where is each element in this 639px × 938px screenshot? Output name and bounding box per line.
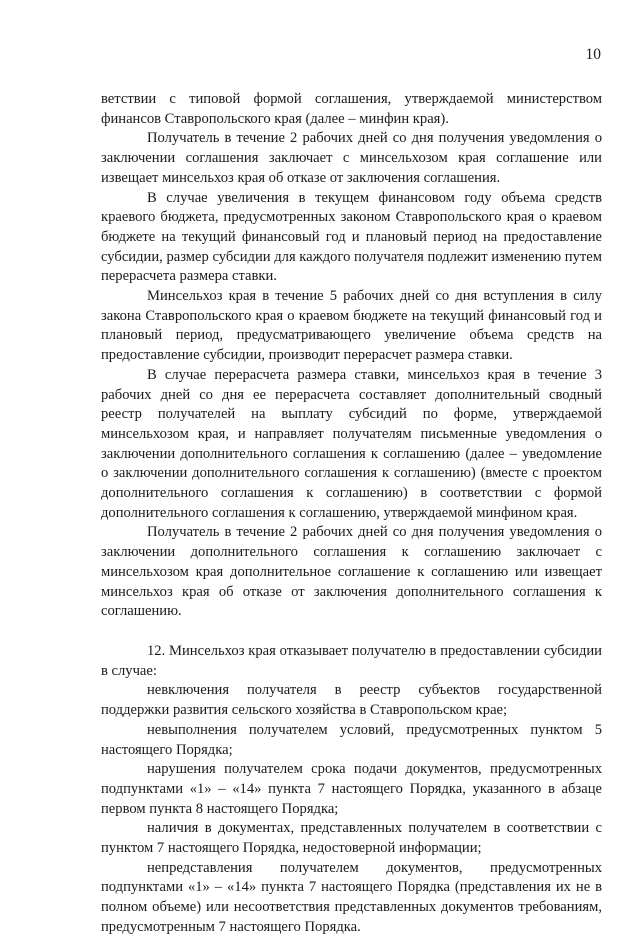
paragraph-additional-registry: В случае перерасчета размера ставки, минсельхоз края в течение 3 рабочих дней со дня ее перерасчета составляет дополнительный сводный реестр получателей на выплату субсидий по форме, утверждаемой минсельхозом края, и направляет получателям письменные уведомления о заключении дополнительного соглашения к соглашению (далее – уведомление о заключении дополнительного соглашения к соглашению) (вместе с проектом дополнительного соглашения к соглашению) в соответствии с формой дополнительного соглашения к соглашению, утверждаемой минфином края. <box>101 366 602 521</box>
paragraph-refusal-reason-3: нарушения получателем срока подачи документов, предусмотренных подпунктами «1» – «14» пункта 7 настоящего Порядка, указанного в абзаце первом пункта 8 настоящего Порядка; <box>101 761 602 817</box>
paragraph-refusal-reason-2: невыполнения получателем условий, предусмотренных пунктом 5 настоящего Порядка; <box>101 721 602 758</box>
document-body <box>101 90 602 938</box>
paragraph-section-12: 12. Минсельхоз края отказывает получателю в предоставлении субсидии в случае: <box>101 642 602 679</box>
paragraph-continuation: ветствии с типовой формой соглашения, утверждаемой министерством финансов Ставропольского края (далее – минфин края). <box>101 91 602 127</box>
paragraph-additional-agreement: Получатель в течение 2 рабочих дней со дня получения уведомления о заключении дополнительного соглашения к соглашению заключает с минсельхозом края дополнительное соглашение к соглашению или извещает минсельхоз края об отказе от заключения дополнительного соглашения к соглашению. <box>101 524 602 620</box>
paragraph-rate-recalculation: Минсельхоз края в течение 5 рабочих дней со дня вступления в силу закона Ставропольского края о краевом бюджете на текущий финансовый год и плановый период, предусматривающего увеличение объема средств на предоставление субсидии, производит перерасчет размера ставки. <box>101 288 602 364</box>
paragraph-agreement-conclusion: Получатель в течение 2 рабочих дней со дня получения уведомления о заключении соглашения заключает с минсельхозом края соглашение или извещает минсельхоз края об отказе от заключения соглашения. <box>101 130 602 186</box>
paragraph-refusal-reason-5: непредставления получателем документов, предусмотренных подпунктами «1» – «14» пункта 7 настоящего Порядка (представления их не в полном объеме) или несоответствия представленных документов требованиям, предусмотренным 7 настоящего Порядка. <box>101 859 602 935</box>
paragraph-budget-increase: В случае увеличения в текущем финансовом году объема средств краевого бюджета, предусмотренных законом Ставропольского края о краевом бюджете на текущий финансовый год и плановый период на предоставление субсидии, размер субсидии для каждого получателя подлежит изменению путем перерасчета размера ставки. <box>101 189 602 285</box>
paragraph-refusal-reason-4: наличия в документах, представленных получателем в соответствии с пунктом 7 настоящего Порядка, недостоверной информации; <box>101 820 602 857</box>
page-number: 10 <box>585 46 601 63</box>
paragraph-refusal-reason-1: невключения получателя в реестр субъектов государственной поддержки развития сельского хозяйства в Ставропольском крае; <box>101 682 602 719</box>
